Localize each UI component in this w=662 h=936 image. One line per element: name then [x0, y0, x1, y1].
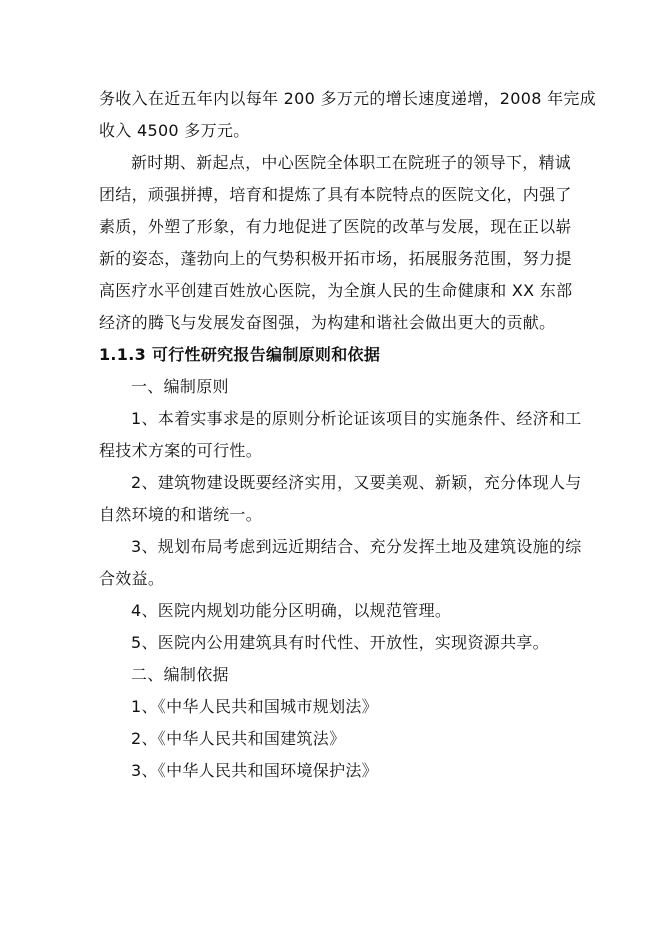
basis-title: 二、编制依据: [131, 665, 229, 684]
basis-item: 3、《中华人民共和国环境保护法》: [131, 761, 378, 780]
section-heading: 1.1.3 可行性研究报告编制原则和依据: [99, 345, 381, 364]
principle-item: 1、本着实事求是的原则分析论证该项目的实施条件、经济和工: [131, 409, 582, 428]
principle-item-continuation: 自然环境的和谐统一。: [99, 505, 263, 524]
principle-item: 5、医院内公用建筑具有时代性、开放性，实现资源共享。: [131, 633, 549, 652]
principle-item: 3、规划布局考虑到远近期结合、充分发挥土地及建筑设施的综: [131, 537, 582, 556]
document-body: [99, 83, 597, 787]
paragraph-line: 经济的腾飞与发展发奋图强，为构建和谐社会做出更大的贡献。: [99, 313, 556, 332]
paragraph-line: 高医疗水平创建百姓放心医院，为全旗人民的生命健康和 XX 东部: [99, 281, 573, 300]
principle-item: 2、建筑物建设既要经济实用，又要美观、新颖，充分体现人与: [131, 473, 582, 492]
basis-item: 1、《中华人民共和国城市规划法》: [131, 697, 378, 716]
principle-item-continuation: 程技术方案的可行性。: [99, 441, 263, 460]
paragraph-line: 务收入在近五年内以每年 200 多万元的增长速度递增，2008 年完成: [99, 89, 597, 108]
principles-title: 一、编制原则: [131, 377, 229, 396]
principle-item-continuation: 合效益。: [99, 569, 165, 588]
paragraph-line: 新的姿态，蓬勃向上的气势积极开拓市场，拓展服务范围，努力提: [99, 249, 572, 268]
paragraph-line: 团结，顽强拼搏，培育和提炼了具有本院特点的医院文化，内强了: [99, 185, 572, 204]
paragraph-line: 素质，外塑了形象，有力地促进了医院的改革与发展，现在正以崭: [99, 217, 572, 236]
principle-item: 4、医院内规划功能分区明确，以规范管理。: [131, 601, 452, 620]
paragraph-line: 新时期、新起点，中心医院全体职工在院班子的领导下，精诚: [131, 153, 572, 172]
paragraph-line: 收入 4500 多万元。: [99, 121, 250, 140]
basis-item: 2、《中华人民共和国建筑法》: [131, 729, 346, 748]
